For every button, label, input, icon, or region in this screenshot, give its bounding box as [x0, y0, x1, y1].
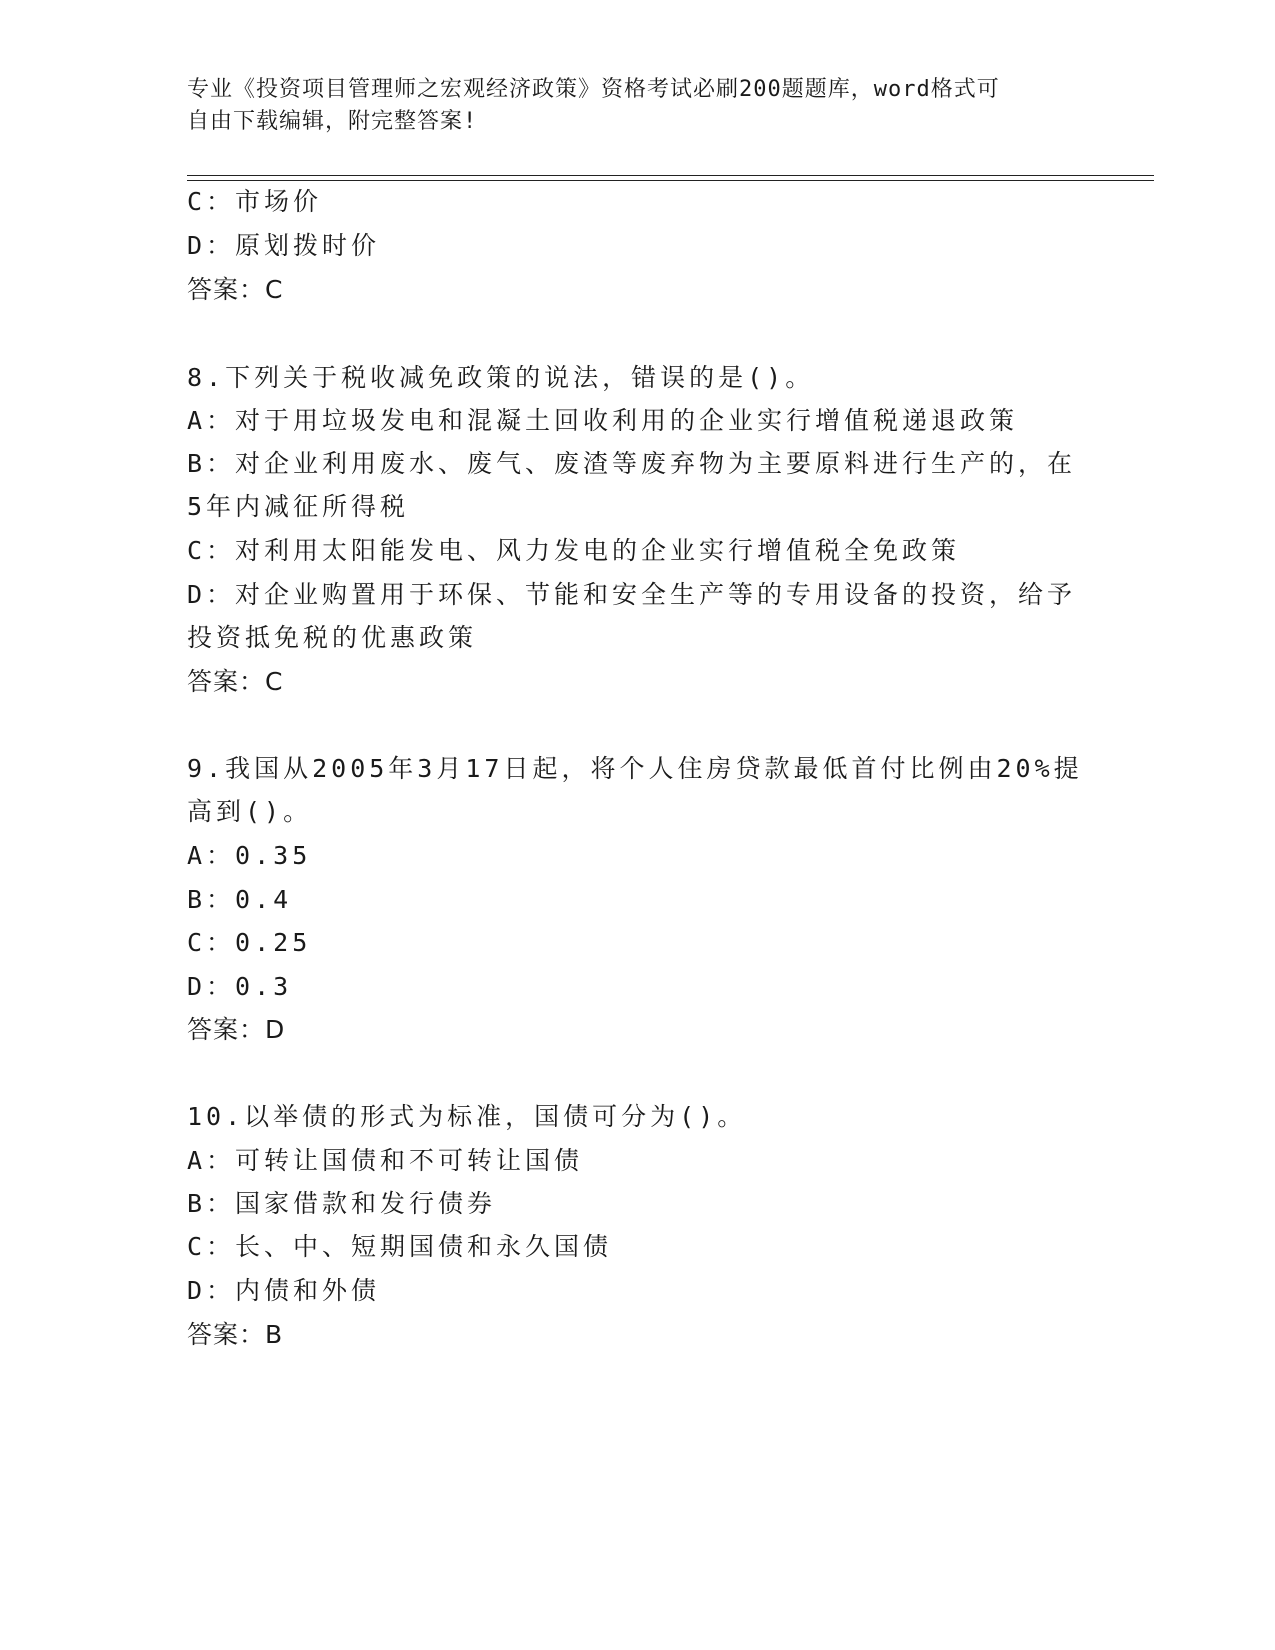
- q8-option-b-line-1: B：对企业利用废水、废气、废渣等废弃物为主要原料进行生产的，在: [187, 449, 1077, 478]
- q8-option-c: C：对利用太阳能发电、风力发电的企业实行增值税全免政策: [187, 536, 961, 565]
- header-line-1: 专业《投资项目管理师之宏观经济政策》资格考试必刷200题题库，word格式可: [187, 77, 1000, 102]
- header-divider-bottom: [187, 180, 1154, 181]
- q10-option-a: A：可转让国债和不可转让国债: [187, 1146, 584, 1175]
- document-header: [187, 74, 1067, 138]
- q10-answer: 答案：B: [187, 1320, 284, 1349]
- q8-stem: 8.下列关于税收减免政策的说法，错误的是()。: [187, 363, 815, 392]
- header-line-2: 自由下载编辑，附完整答案!: [187, 109, 478, 134]
- q8-option-b-line-2: 5年内减征所得税: [187, 492, 410, 521]
- header-divider-top: [187, 175, 1154, 176]
- q9-option-a: A：0.35: [187, 841, 312, 870]
- q10-option-b: B：国家借款和发行债券: [187, 1189, 497, 1218]
- q9-answer: 答案：D: [187, 1015, 286, 1044]
- q8-option-d-line-1: D：对企业购置用于环保、节能和安全生产等的专用设备的投资，给予: [187, 580, 1077, 609]
- q7-option-d: D：原划拨时价: [187, 231, 381, 260]
- q9-stem-line-1: 9.我国从2005年3月17日起，将个人住房贷款最低首付比例由20%提: [187, 754, 1083, 783]
- q10-option-c: C：长、中、短期国债和永久国债: [187, 1232, 613, 1261]
- q8-option-a: A：对于用垃圾发电和混凝土回收利用的企业实行增值税递退政策: [187, 406, 1019, 435]
- q9-option-c: C：0.25: [187, 928, 312, 957]
- q7-option-c: C：市场价: [187, 187, 323, 216]
- q8-option-d-line-2: 投资抵免税的优惠政策: [187, 623, 478, 652]
- q9-option-b: B：0.4: [187, 885, 293, 914]
- q9-option-d: D：0.3: [187, 972, 293, 1001]
- q9-stem-line-2: 高到()。: [187, 797, 313, 826]
- q10-option-d: D：内债和外债: [187, 1276, 381, 1305]
- q8-answer: 答案：C: [187, 667, 284, 696]
- q10-stem: 10.以举债的形式为标准，国债可分为()。: [187, 1102, 747, 1131]
- q7-answer: 答案：C: [187, 275, 284, 304]
